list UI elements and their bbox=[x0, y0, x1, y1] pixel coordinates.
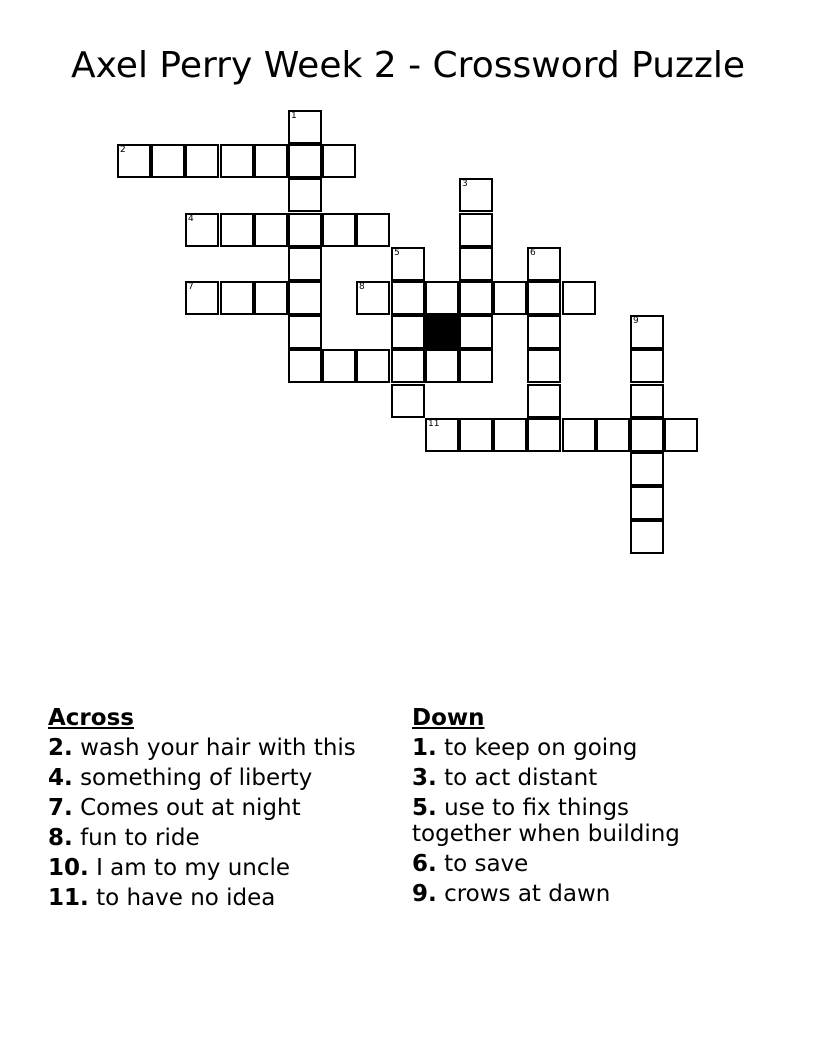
crossword-cell[interactable] bbox=[322, 213, 356, 247]
crossword-black-cell bbox=[425, 315, 459, 349]
clue-text: wash your hair with this bbox=[80, 735, 356, 761]
clue-text: something of liberty bbox=[80, 765, 313, 791]
crossword-cell[interactable] bbox=[322, 349, 356, 383]
clue-text: to act distant bbox=[444, 765, 598, 791]
clue-number-label: 11 bbox=[428, 419, 440, 429]
clue-number-label: 1 bbox=[291, 111, 297, 121]
clue-text: fun to ride bbox=[80, 825, 200, 851]
across-clues bbox=[48, 703, 388, 915]
clue-number: 8. bbox=[48, 825, 73, 851]
crossword-cell[interactable] bbox=[630, 520, 664, 554]
crossword-cell[interactable] bbox=[288, 110, 322, 144]
clue-number-label: 5 bbox=[394, 248, 400, 258]
clue-text: crows at dawn bbox=[444, 881, 611, 907]
down-clue bbox=[412, 851, 712, 877]
crossword-cell[interactable] bbox=[527, 418, 561, 452]
down-clue bbox=[412, 795, 712, 847]
crossword-cell[interactable] bbox=[356, 281, 390, 315]
clue-number-label: 8 bbox=[359, 282, 365, 292]
clue-number-label: 4 bbox=[188, 214, 194, 224]
crossword-cell[interactable] bbox=[459, 349, 493, 383]
crossword-cell[interactable] bbox=[322, 144, 356, 178]
crossword-cell[interactable] bbox=[527, 315, 561, 349]
clue-text: Comes out at night bbox=[80, 795, 301, 821]
clue-text: to have no idea bbox=[96, 885, 276, 911]
crossword-cell[interactable] bbox=[630, 349, 664, 383]
crossword-cell[interactable] bbox=[220, 144, 254, 178]
down-clues bbox=[412, 703, 712, 911]
crossword-cell[interactable] bbox=[527, 349, 561, 383]
crossword-cell[interactable] bbox=[527, 247, 561, 281]
crossword-cell[interactable] bbox=[493, 281, 527, 315]
crossword-cell[interactable] bbox=[459, 247, 493, 281]
crossword-cell[interactable] bbox=[288, 315, 322, 349]
clue-number: 4. bbox=[48, 765, 73, 791]
across-clue bbox=[48, 735, 388, 761]
crossword-cell[interactable] bbox=[254, 144, 288, 178]
crossword-cell[interactable] bbox=[527, 384, 561, 418]
crossword-cell[interactable] bbox=[562, 281, 596, 315]
crossword-cell[interactable] bbox=[630, 315, 664, 349]
crossword-cell[interactable] bbox=[185, 144, 219, 178]
across-clue bbox=[48, 765, 388, 791]
crossword-cell[interactable] bbox=[630, 452, 664, 486]
crossword-cell[interactable] bbox=[288, 178, 322, 212]
crossword-cell[interactable] bbox=[493, 418, 527, 452]
crossword-cell[interactable] bbox=[151, 144, 185, 178]
crossword-cell[interactable] bbox=[459, 315, 493, 349]
crossword-cell[interactable] bbox=[356, 349, 390, 383]
down-heading: Down bbox=[412, 705, 485, 731]
crossword-cell[interactable] bbox=[391, 247, 425, 281]
crossword-cell[interactable] bbox=[185, 281, 219, 315]
down-clue bbox=[412, 735, 712, 761]
down-clue bbox=[412, 765, 712, 791]
across-clue bbox=[48, 795, 388, 821]
clue-number: 10. bbox=[48, 855, 89, 881]
crossword-cell[interactable] bbox=[459, 418, 493, 452]
crossword-cell[interactable] bbox=[391, 315, 425, 349]
down-clue bbox=[412, 881, 712, 907]
across-clue bbox=[48, 885, 388, 911]
clue-number-label: 6 bbox=[530, 248, 536, 258]
crossword-cell[interactable] bbox=[562, 418, 596, 452]
crossword-cell[interactable] bbox=[117, 144, 151, 178]
clue-number: 7. bbox=[48, 795, 73, 821]
crossword-cell[interactable] bbox=[391, 349, 425, 383]
across-clue bbox=[48, 855, 388, 881]
crossword-cell[interactable] bbox=[425, 418, 459, 452]
crossword-cell[interactable] bbox=[630, 486, 664, 520]
crossword-cell[interactable] bbox=[254, 281, 288, 315]
crossword-cell[interactable] bbox=[630, 384, 664, 418]
clue-text: I am to my uncle bbox=[96, 855, 291, 881]
clue-number: 9. bbox=[412, 881, 437, 907]
clue-number-label: 9 bbox=[633, 316, 639, 326]
crossword-cell[interactable] bbox=[288, 213, 322, 247]
clue-number: 1. bbox=[412, 735, 437, 761]
across-heading: Across bbox=[48, 705, 134, 731]
crossword-cell[interactable] bbox=[425, 349, 459, 383]
crossword-cell[interactable] bbox=[391, 384, 425, 418]
clue-number: 6. bbox=[412, 851, 437, 877]
clue-text: to save bbox=[444, 851, 529, 877]
crossword-cell[interactable] bbox=[425, 281, 459, 315]
page-title: Axel Perry Week 2 - Crossword Puzzle bbox=[70, 45, 745, 86]
clue-number: 5. bbox=[412, 795, 437, 821]
clue-text: to keep on going bbox=[444, 735, 638, 761]
crossword-cell[interactable] bbox=[459, 281, 493, 315]
clue-number-label: 2 bbox=[120, 145, 126, 155]
crossword-cell[interactable] bbox=[664, 418, 698, 452]
crossword-cell[interactable] bbox=[185, 213, 219, 247]
clue-number: 2. bbox=[48, 735, 73, 761]
crossword-cell[interactable] bbox=[288, 144, 322, 178]
crossword-cell[interactable] bbox=[527, 281, 561, 315]
crossword-cell[interactable] bbox=[254, 213, 288, 247]
crossword-cell[interactable] bbox=[288, 349, 322, 383]
crossword-cell[interactable] bbox=[596, 418, 630, 452]
crossword-cell[interactable] bbox=[288, 281, 322, 315]
clue-number: 3. bbox=[412, 765, 437, 791]
clue-text: use to fix things together when building bbox=[412, 795, 680, 847]
clue-number-label: 3 bbox=[462, 179, 468, 189]
across-clue bbox=[48, 825, 388, 851]
crossword-cell[interactable] bbox=[459, 178, 493, 212]
crossword-cell[interactable] bbox=[459, 213, 493, 247]
crossword-cell[interactable] bbox=[356, 213, 390, 247]
crossword-cell[interactable] bbox=[391, 281, 425, 315]
crossword-cell[interactable] bbox=[288, 247, 322, 281]
clue-number: 11. bbox=[48, 885, 89, 911]
crossword-cell[interactable] bbox=[630, 418, 664, 452]
clue-number-label: 7 bbox=[188, 282, 194, 292]
crossword-cell[interactable] bbox=[220, 281, 254, 315]
crossword-cell[interactable] bbox=[220, 213, 254, 247]
